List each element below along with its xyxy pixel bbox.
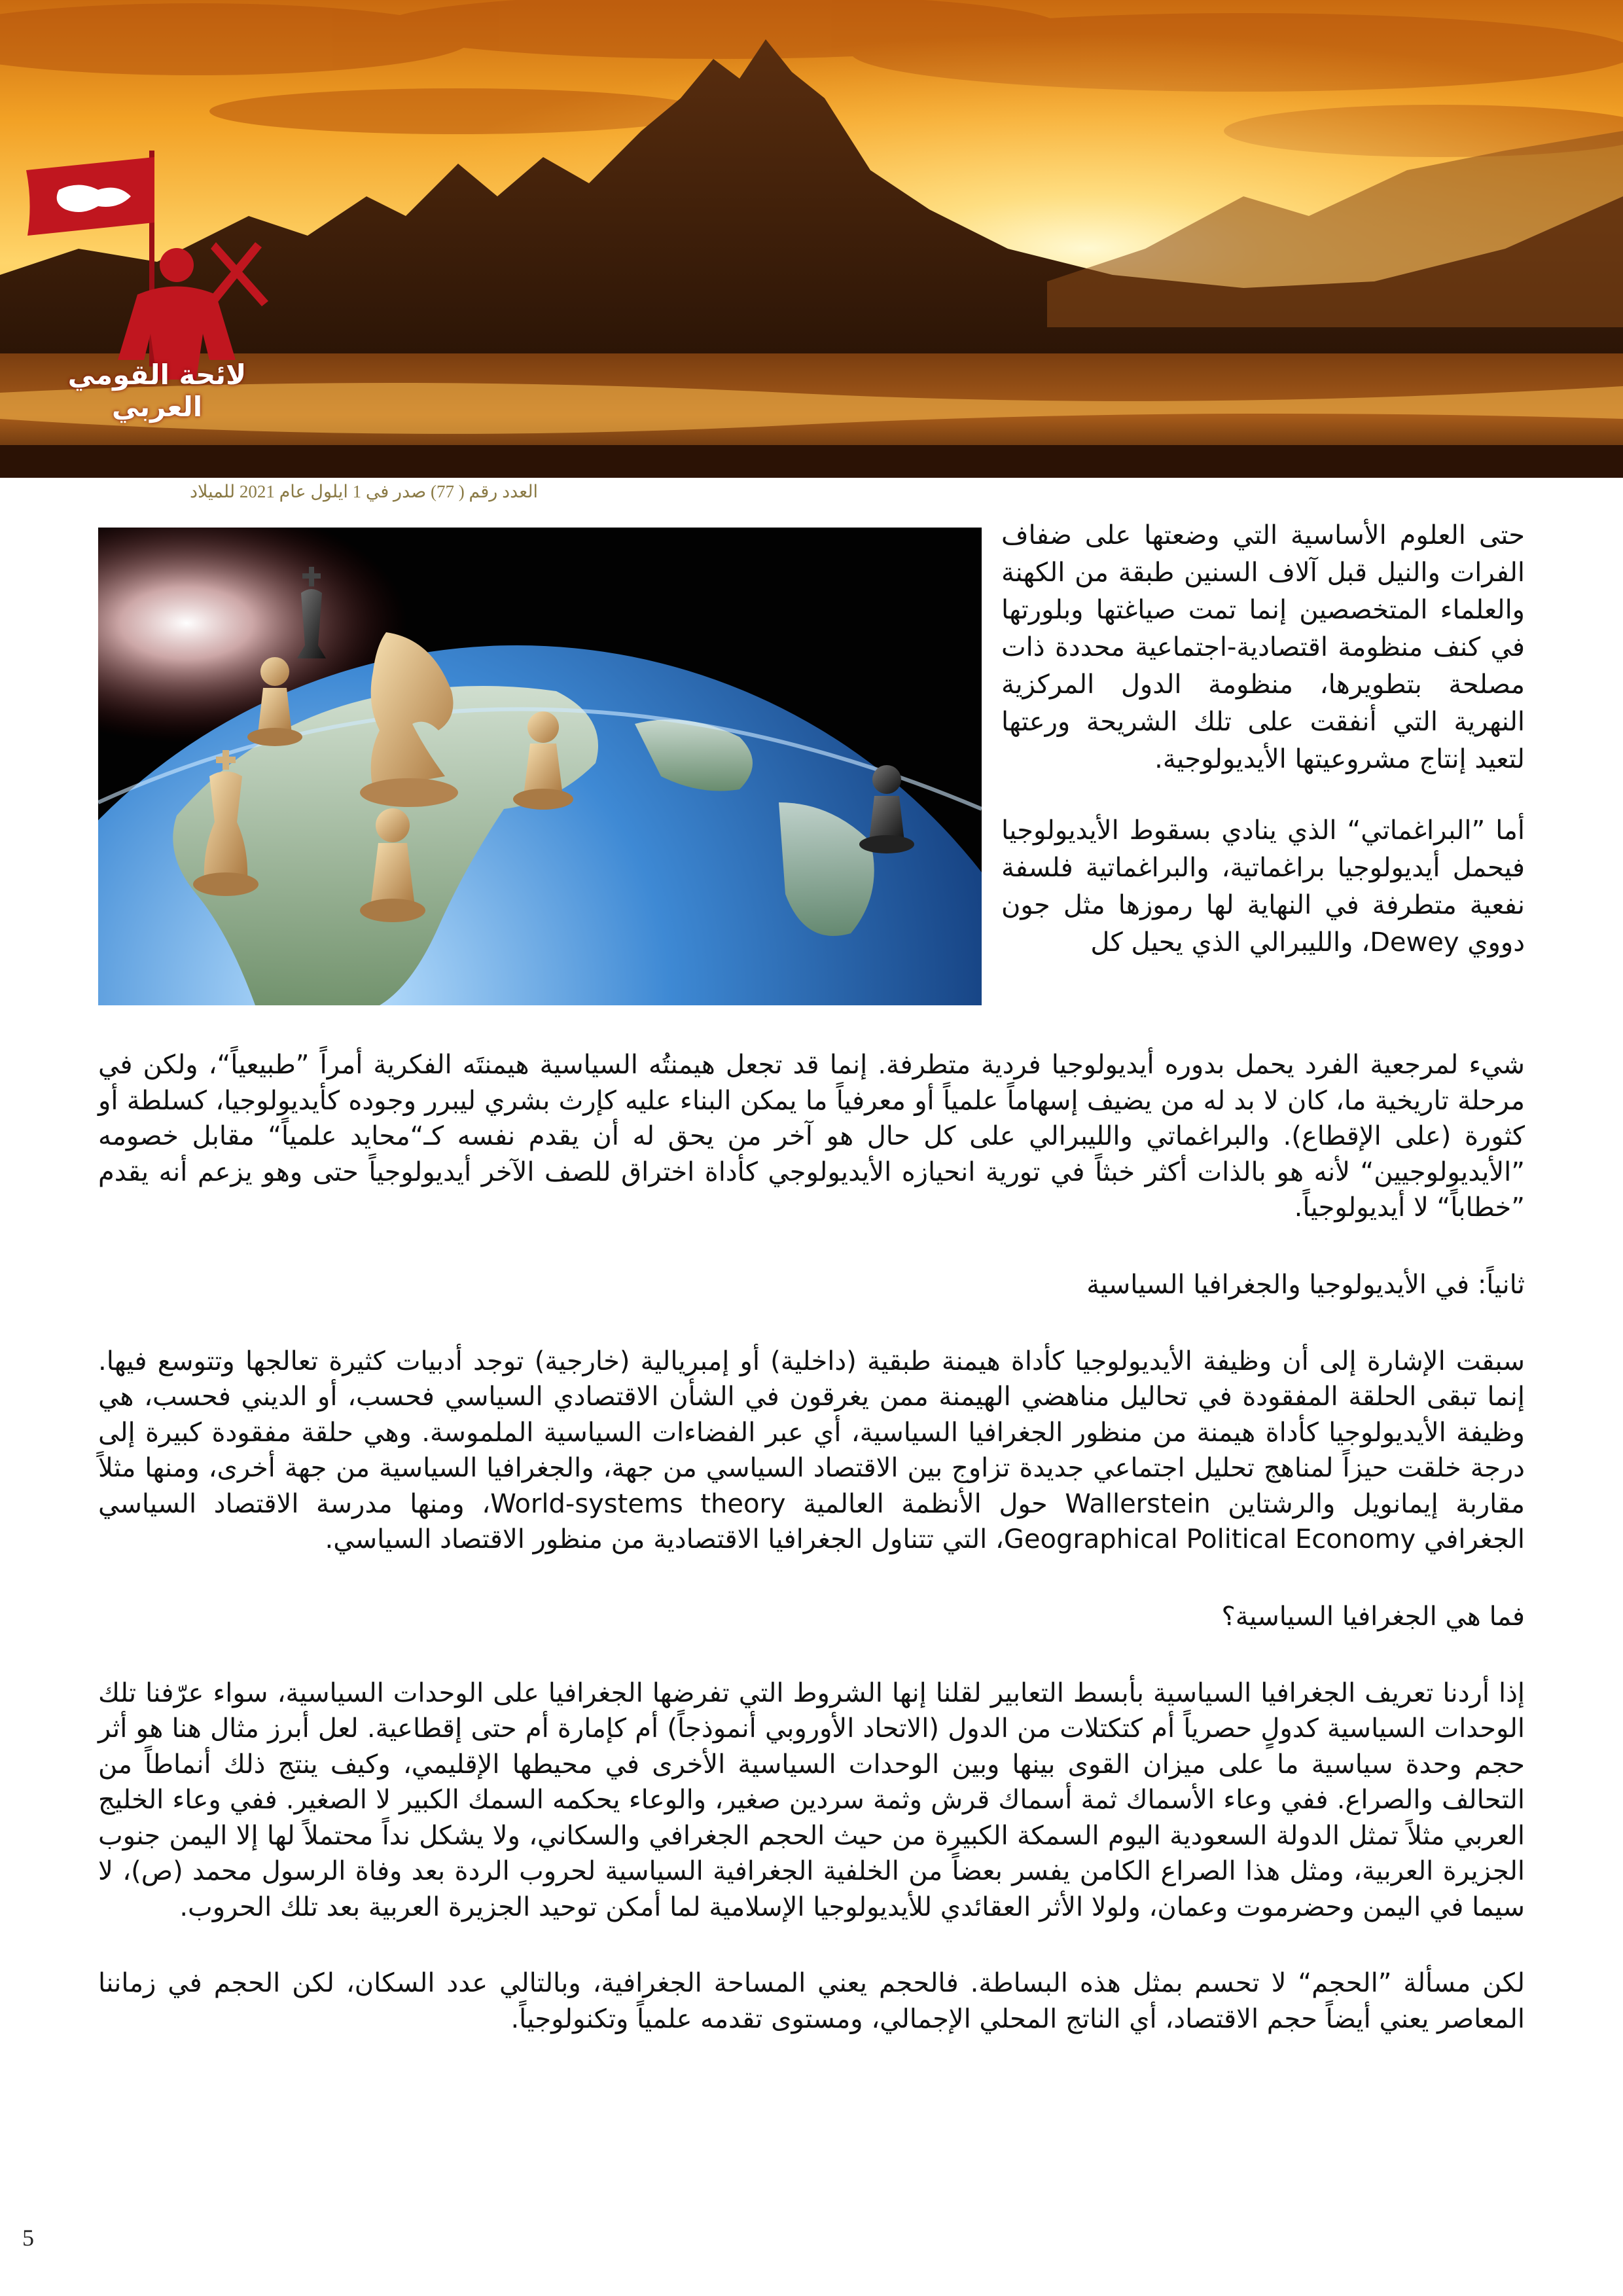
article-column-right <box>1001 517 1525 961</box>
section-heading-ideology-geopolitics: ثانياً: في الأيديولوجيا والجغرافيا السياسية <box>1086 1269 1525 1300</box>
paragraph-2-continued: شيء لمرجعية الفرد يحمل بدوره أيديولوجيا فردية متطرفة. إنما قد تجعل هيمنتُه السياسية هيمنتَه الفكرية أمراً ”طبيعياً“، ولكن في مرحلة تاريخية ما، كان لا بد له من يضيف إسهاماً علمياً أو معرفياً ما يمكن البناء عليه كإرث بشري ليبرر وجوده كأيديولوجيا، كسلطة أو كثورة (على الإقطاع). والبراغماتي والليبرالي على كل حال هو آخر من يحق له أن يقدم نفسه كـ“محايد علمياً“ مقابل خصومه ”الأيديولوجيين“ لأنه هو بالذات أكثر خبثاً في تورية انحيازه الأيديولوجي كأداة اختراق للصف الآخر أيديولوجياً حتى وهو يزعم أنه يقدم ”خطاباً“ لا أيديولوجياً. <box>98 1050 1525 1223</box>
page-number: 5 <box>22 2225 34 2251</box>
chess-globe-image <box>98 528 982 1005</box>
paragraph-2-start: أما ”البراغماتي“ الذي ينادي بسقوط الأيديولوجيا فيحمل أيديولوجيا براغماتية، والبراغماتية فلسفة نفعية متطرفة في النهاية لها رموزها مثل جون دووي Dewey، والليبرالي الذي يحيل كل <box>1001 816 1525 958</box>
paragraph-1: حتى العلوم الأساسية التي وضعتها على ضفاف الفرات والنيل قبل آلاف السنين طبقة من الكهنة والعلماء المتخصصين إنما تمت صياغتها وبلورتها في كنف منظومة اقتصادية-اجتماعية محددة ذات مصلحة بتطويرها، منظومة الدول المركزية النهرية التي أنفقت على تلك الشريحة ورعتها لتعيد إنتاج مشروعيتها الأيديولوجية. <box>1001 520 1525 774</box>
header-banner <box>0 0 1623 478</box>
article-body <box>98 1047 1525 2037</box>
paragraph-3: سبقت الإشارة إلى أن وظيفة الأيديولوجيا كأداة هيمنة طبقية (داخلية) أو إمبريالية (خارجية) توجد أدبيات كثيرة تعالجها وتتوسع فيها. إنما تبقى الحلقة المفقودة في تحاليل مناهضي الهيمنة ممن يغرقون في الشأن الاقتصادي السياسي فحسب، أو الديني فحسب، هي وظيفة الأيديولوجيا كأداة هيمنة من منظور الجغرافيا السياسية، أي عبر الفضاءات السياسية الملموسة. وهي حلقة مفقودة كبيرة إلى درجة خلقت حيزاً لمناهج تحليل اجتماعي جديدة تزاوج بين الاقتصاد السياسي من جهة، والجغرافيا السياسية من جهة أخرى، ومنها مثلاً مقاربة إيمانويل والرشتاين Wallerstein حول الأنظمة العالمية World-systems theory، ومنها مدرسة الاقتصاد السياسي الجغرافي Geographical Political Economy، التي تتناول الجغرافيا الاقتصادية من منظور الاقتصاد السياسي. <box>98 1346 1525 1554</box>
section-heading-what-is-geopolitics: فما هي الجغرافيا السياسية؟ <box>1221 1601 1525 1632</box>
paragraph-4: إذا أردنا تعريف الجغرافيا السياسية بأبسط التعابير لقلنا إنها الشروط التي تفرضها الجغرافيا على الوحدات السياسية، سواء عرّفنا تلك الوحدات السياسية كدولٍ حصرياً أم كتكتلات من الدول (الاتحاد الأوروبي أنموذجاً) أم كإمارة أم حتى إقطاعية. لعل أبرز مثال هنا هو أثر حجم وحدة سياسية ما على ميزان القوى بينها وبين الوحدات السياسية الأخرى في محيطها الإقليمي، وكيف ينتج ذلك أنماطاً من التحالف والصراع. ففي وعاء الأسماك ثمة أسماك قرش وثمة سردين صغير، والوعاء يحكمه السمك الكبير لا الصغير. ففي وعاء الخليج العربي مثلاً تمثل الدولة السعودية اليوم السمكة الكبيرة من حيث الحجم الجغرافي والسكاني، ولا يشكل نداً محتملاً لها إلا اليمن جنوب الجزيرة العربية، ومثل هذا الصراع الكامن يفسر بعضاً من الخلفية الجغرافية السياسية لحروب الردة بعد وفاة الرسول محمد (ص)، لا سيما في اليمن وحضرموت وعمان، ولولا الأثر العقائدي للأيديولوجيا الإسلامية لما أمكن توحيد الجزيرة العربية بعد تلك الحروب. <box>98 1677 1525 1922</box>
issue-info: العدد رقم ( 77) صدر في 1 ايلول عام 2021 للميلاد <box>190 482 539 501</box>
logo-text: لائحة القومي العربي <box>67 359 247 423</box>
paragraph-5: لكن مسألة ”الحجم“ لا تحسم بمثل هذه البساطة. فالحجم يعني المساحة الجغرافية، وبالتالي عدد السكان، لكن الحجم في زماننا المعاصر يعني أيضاً حجم الاقتصاد، أي الناتج المحلي الإجمالي، ومستوى تقدمه علمياً وتكنولوجياً. <box>98 1968 1525 2034</box>
